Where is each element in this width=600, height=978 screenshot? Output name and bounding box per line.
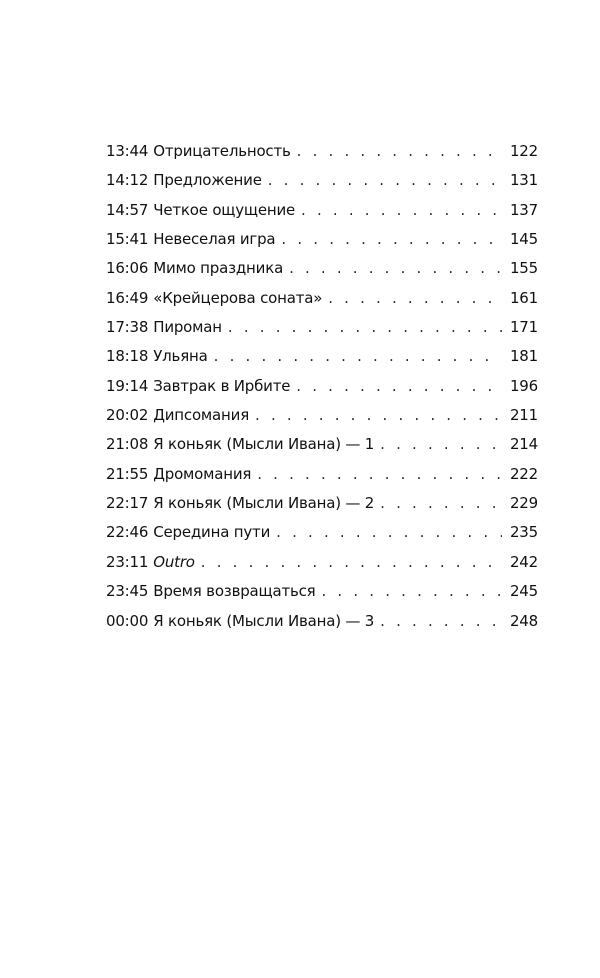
- toc-entry: [106, 577, 538, 606]
- toc-entry-page-number: 222: [509, 464, 538, 483]
- toc-entry-time: 19:14: [106, 376, 149, 395]
- toc-entry-time: 23:11: [106, 552, 149, 571]
- toc-entry-page-number: 211: [509, 406, 538, 425]
- toc-entry-page-number: 145: [509, 230, 538, 249]
- dot-leader: [297, 137, 502, 166]
- toc-entry-title: Предложение: [153, 171, 262, 190]
- toc-entry: [106, 460, 538, 489]
- toc-entry-title: Я коньяк (Мысли Ивана) — 2: [153, 494, 375, 513]
- dot-leader: [328, 284, 502, 313]
- table-of-contents: [106, 137, 538, 636]
- dot-leader: [289, 254, 502, 283]
- toc-entry: [106, 489, 538, 518]
- dot-leader: [281, 225, 502, 254]
- toc-entry: [106, 518, 538, 547]
- dot-leader: [322, 577, 503, 606]
- toc-entry-time: 23:45: [106, 582, 149, 601]
- toc-entry-page-number: 155: [509, 259, 538, 278]
- dot-leader: [214, 342, 502, 371]
- toc-entry: [106, 284, 538, 313]
- toc-entry-title: Четкое ощущение: [153, 200, 296, 219]
- toc-entry: [106, 607, 538, 636]
- toc-entry-time: 21:08: [106, 435, 149, 454]
- toc-entry-time: 22:17: [106, 494, 149, 513]
- toc-entry-page-number: 161: [509, 288, 538, 307]
- toc-entry-page-number: 242: [509, 552, 538, 571]
- dot-leader: [301, 196, 502, 225]
- toc-entry-time: 13:44: [106, 142, 149, 160]
- toc-entry-title: Дипсомания: [153, 406, 250, 425]
- toc-entry: [106, 166, 538, 195]
- toc-entry-time: 00:00: [106, 611, 149, 630]
- toc-entry-title: Мимо праздника: [153, 259, 284, 278]
- toc-entry-time: 22:46: [106, 523, 149, 542]
- toc-entry: [106, 225, 538, 254]
- toc-entry-time: 16:06: [106, 259, 149, 278]
- toc-entry-title: Отрицательность: [153, 142, 291, 160]
- toc-entry-page-number: 248: [509, 611, 538, 630]
- toc-entry-title: Я коньяк (Мысли Ивана) — 1: [153, 435, 375, 454]
- toc-entry-time: 15:41: [106, 230, 149, 249]
- toc-entry-time: 17:38: [106, 318, 149, 337]
- toc-entry-title: Время возвращаться: [153, 582, 316, 601]
- toc-entry-title: Дромомания: [153, 464, 252, 483]
- toc-entry-time: 14:12: [106, 171, 149, 190]
- toc-entry-time: 14:57: [106, 200, 149, 219]
- toc-entry: [106, 430, 538, 459]
- dot-leader: [276, 518, 502, 547]
- dot-leader: [380, 607, 502, 636]
- toc-entry-title: Середина пути: [153, 523, 271, 542]
- toc-entry: [106, 196, 538, 225]
- dot-leader: [228, 313, 502, 342]
- toc-entry: [106, 548, 538, 577]
- toc-entry: [106, 137, 538, 166]
- toc-entry-page-number: 214: [509, 435, 538, 454]
- toc-entry-page-number: 245: [509, 582, 538, 601]
- toc-entry-page-number: 137: [509, 200, 538, 219]
- toc-entry-page-number: 196: [509, 376, 538, 395]
- dot-leader: [201, 548, 502, 577]
- dot-leader: [255, 401, 502, 430]
- toc-entry-page-number: 235: [509, 523, 538, 542]
- toc-entry: [106, 372, 538, 401]
- dot-leader: [296, 372, 502, 401]
- toc-entry-page-number: 229: [509, 494, 538, 513]
- dot-leader: [380, 430, 502, 459]
- toc-entry-time: 16:49: [106, 288, 149, 307]
- toc-entry-time: 18:18: [106, 347, 149, 366]
- dot-leader: [268, 166, 502, 195]
- toc-entry-title: Я коньяк (Мысли Ивана) — 3: [153, 611, 375, 630]
- toc-entry-title: Outro: [153, 552, 195, 571]
- toc-entry-page-number: 171: [509, 318, 538, 337]
- toc-entry-title: Невеселая игра: [153, 230, 276, 249]
- dot-leader: [257, 460, 502, 489]
- toc-entry-time: 21:55: [106, 464, 149, 483]
- toc-entry-page-number: 131: [509, 171, 538, 190]
- toc-entry-page-number: 122: [509, 142, 538, 160]
- toc-entry-time: 20:02: [106, 406, 149, 425]
- toc-entry-title: Завтрак в Ирбите: [153, 376, 291, 395]
- toc-entry-page-number: 181: [509, 347, 538, 366]
- toc-entry-title: Ульяна: [153, 347, 208, 366]
- toc-entry: [106, 313, 538, 342]
- toc-entry: [106, 401, 538, 430]
- dot-leader: [380, 489, 502, 518]
- toc-entry: [106, 254, 538, 283]
- toc-entry-title: «Крейцерова соната»: [153, 288, 323, 307]
- toc-entry-title: Пироман: [153, 318, 222, 337]
- toc-entry: [106, 342, 538, 371]
